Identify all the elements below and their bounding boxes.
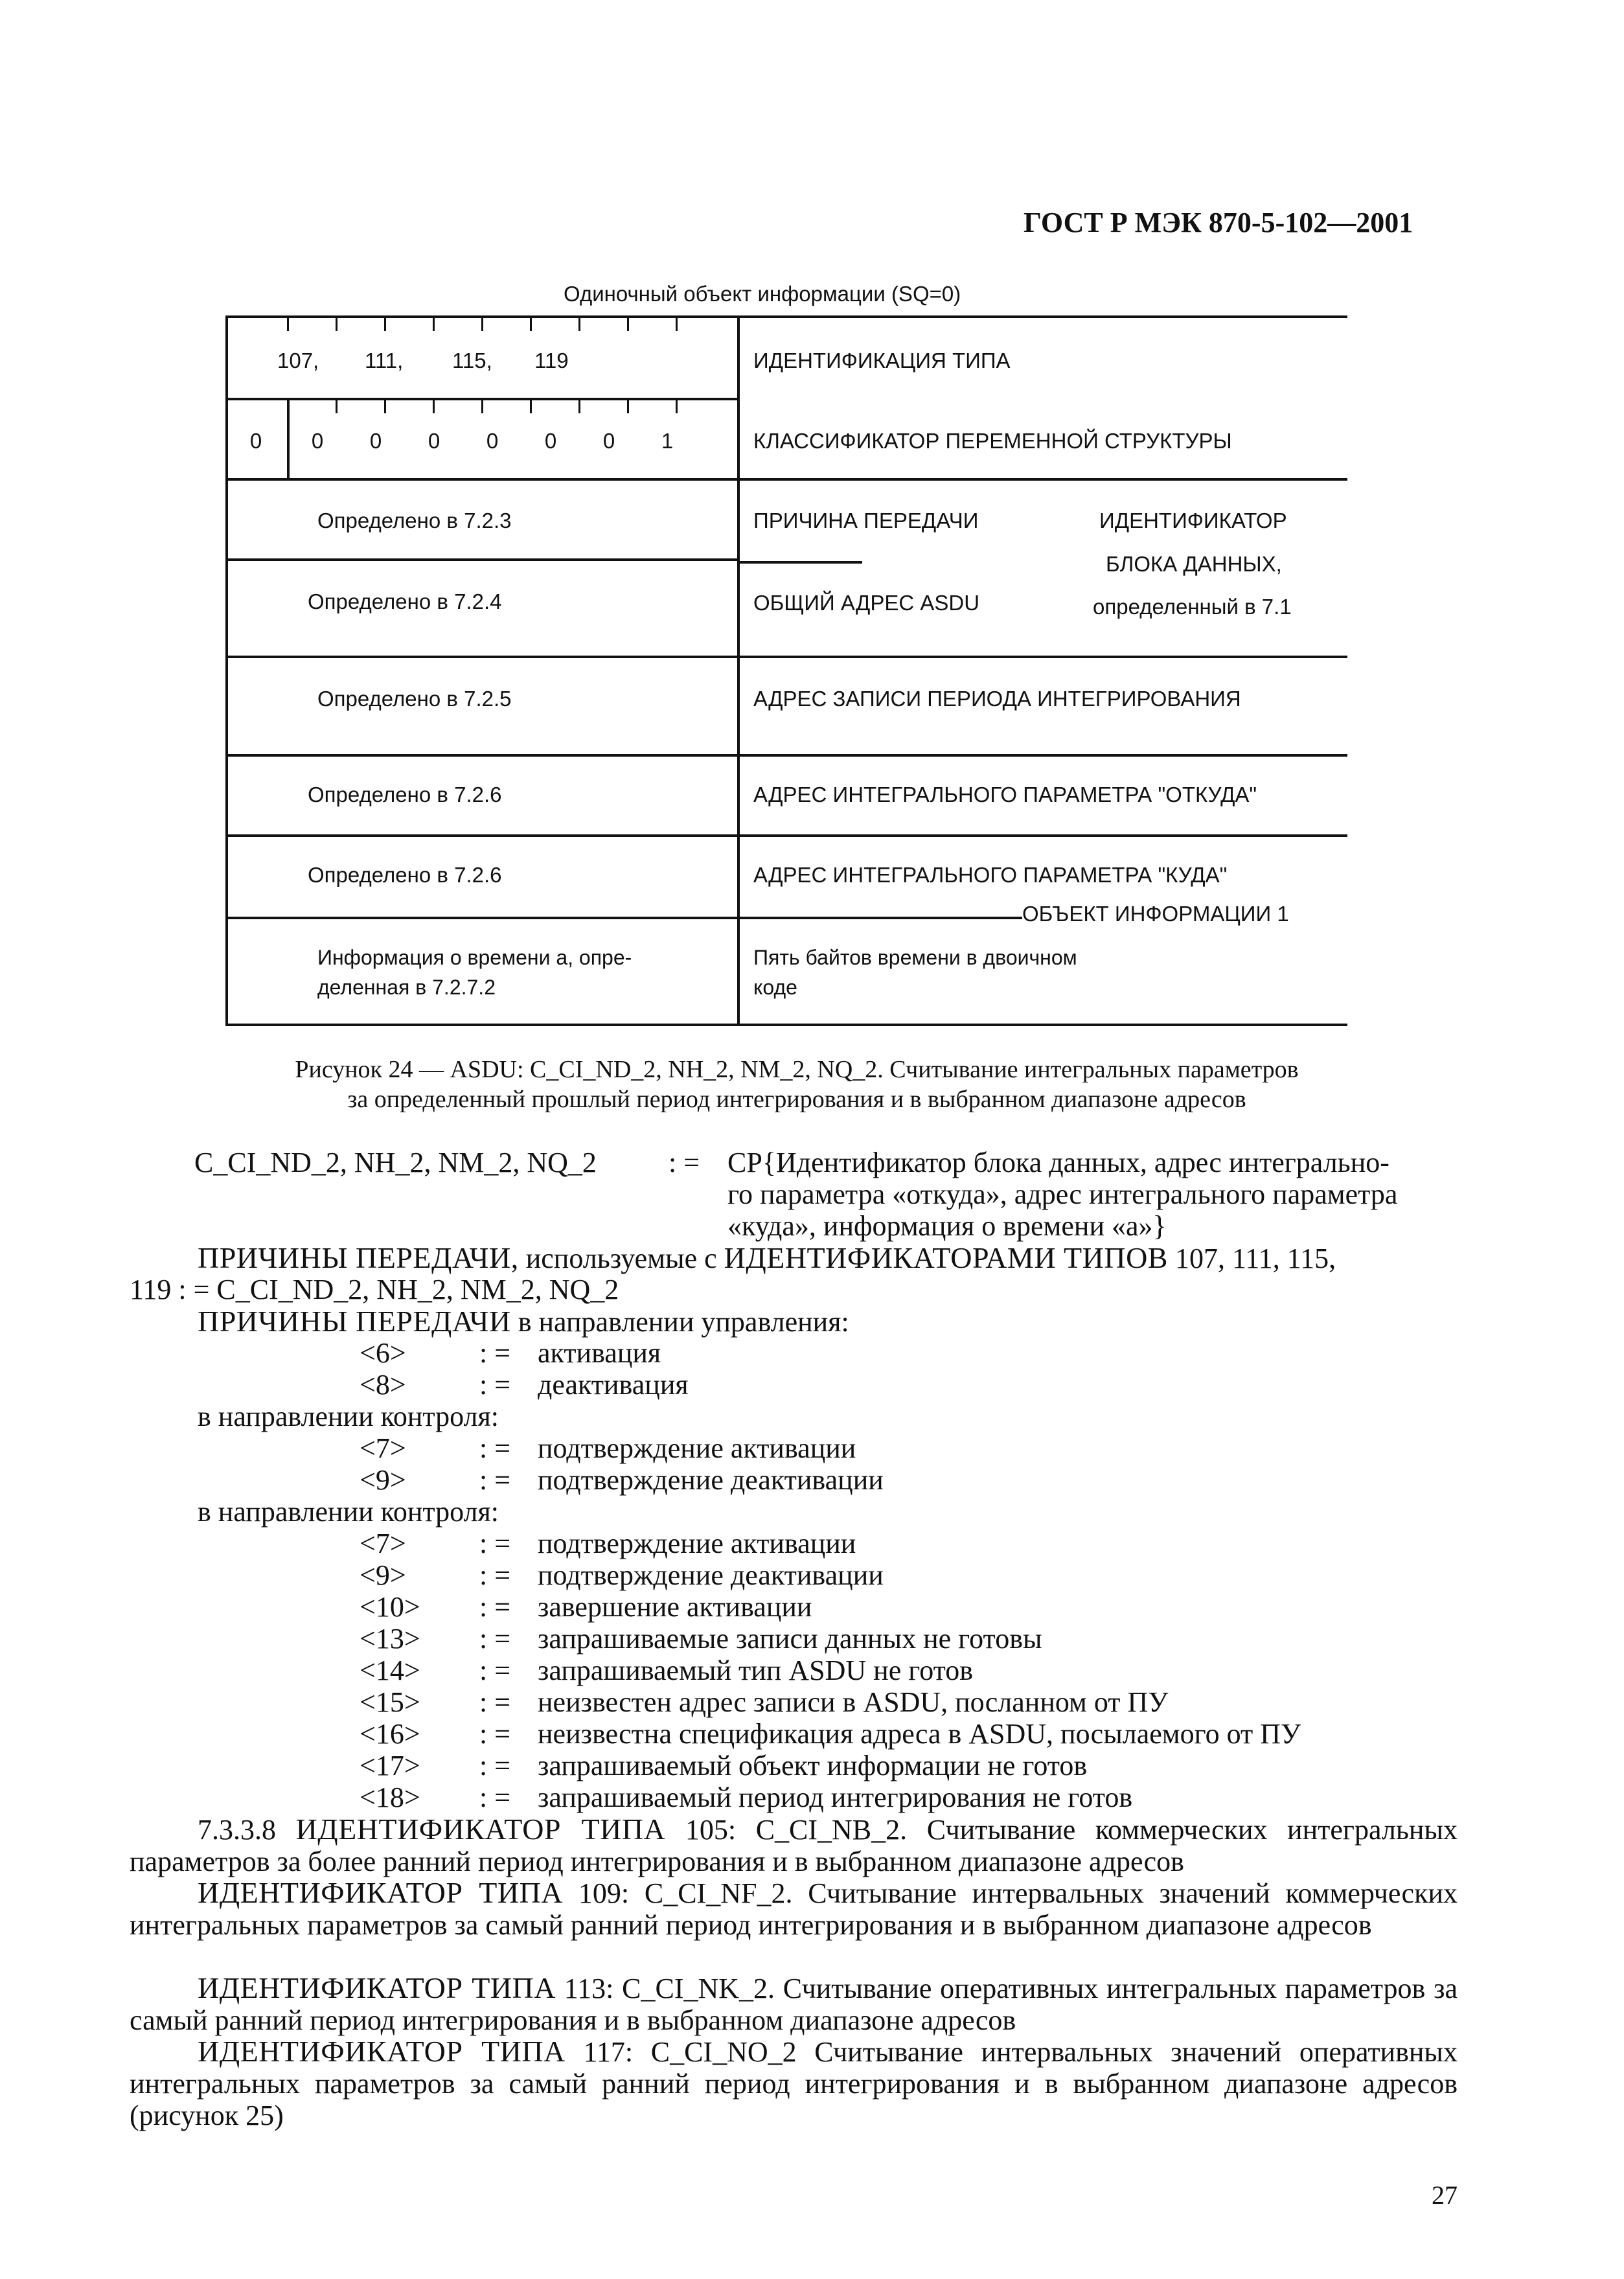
causes-intro-line1 [198, 1242, 1336, 1274]
paragraph-text: 113: C_CI_NK_2. Считывание оперативных интегральных параметров за самый ранний период интегрирования и в выбранном диапазоне адресов [130, 1973, 1458, 2036]
cause-op: : = [479, 1528, 511, 1559]
row-line-5 [225, 656, 1347, 658]
causes-intro-type-list: 107, 111, 115, [1168, 1243, 1336, 1274]
type-id-term: ИДЕНТИФИКАТОР ТИПА [198, 1876, 564, 1909]
cause-code: <18> [360, 1781, 420, 1813]
cause-text: запрашиваемые записи данных не готовы [538, 1623, 1042, 1655]
row-line-2 [225, 398, 738, 400]
dbi-label-line1: ИДЕНТИФИКАТОР [1099, 509, 1287, 533]
cause-text: неизвестна спецификация адреса в ASDU, посылаемого от ПУ [538, 1718, 1301, 1750]
bit-tick [481, 317, 483, 331]
cause-op: : = [479, 1750, 511, 1781]
definition-rhs-line3: «куда», информация о времени «а»} [727, 1210, 1167, 1242]
definition-op: : = [669, 1147, 700, 1178]
type-id-119: 119 [534, 349, 569, 372]
cause-text: деактивация [538, 1369, 689, 1401]
cause-code: <7> [360, 1528, 406, 1559]
vsq-bit: 0 [544, 429, 557, 453]
vsq-bit: 0 [249, 429, 262, 453]
paragraph-text: 105: C_CI_NB_2. Считывание коммерческих интегральных параметров за более ранний период интегрирования и в выбранном диапазоне адресов [130, 1814, 1458, 1877]
bit-tick [433, 399, 435, 413]
cause-op: : = [479, 1655, 511, 1686]
cause-text: подтверждение активации [538, 1528, 856, 1559]
definition-rhs-line1: CP{Идентификатор блока данных, адрес интегрально- [727, 1147, 1390, 1178]
type-id-115: 115, [452, 349, 492, 372]
cause-text: запрашиваемый объект информации не готов [538, 1750, 1088, 1781]
bit-tick [627, 399, 629, 413]
bit-tick [481, 399, 483, 413]
figure-left-border [225, 315, 228, 1026]
figure-caption [162, 1055, 1432, 1114]
vsq-bit-divider [287, 398, 290, 481]
time-info-line1: Информация о времени а, опре- [317, 946, 632, 969]
row-line-6 [225, 754, 1347, 757]
period-address-label: АДРЕС ЗАПИСИ ПЕРИОДА ИНТЕГРИРОВАНИЯ [753, 687, 1241, 711]
type-ids-term: ИДЕНТИФИКАТОРАМИ ТИПОВ [724, 1241, 1168, 1274]
causes-intro-line2: 119 : = C_CI_ND_2, NH_2, NM_2, NQ_2 [130, 1274, 619, 1305]
vsq-bit: 0 [486, 429, 499, 453]
common-address-label: ОБЩИЙ АДРЕС ASDU [753, 591, 980, 615]
bit-tick [627, 317, 629, 331]
page-number: 27 [1432, 2181, 1458, 2210]
bit-tick [578, 317, 580, 331]
figure-divider [737, 315, 740, 1026]
cause-code: <10> [360, 1591, 420, 1623]
from-address-label: АДРЕС ИНТЕГРАЛЬНОГО ПАРАМЕТРА "ОТКУДА" [753, 783, 1257, 807]
row-line-4 [225, 558, 738, 561]
cause-code: <7> [360, 1432, 406, 1464]
cause-text: подтверждение деактивации [538, 1464, 884, 1496]
cause-op: : = [479, 1623, 511, 1655]
cause-code: <15> [360, 1686, 420, 1718]
paragraph-type-109 [130, 1877, 1458, 1941]
cause-separator [737, 561, 862, 564]
cause-text: подтверждение деактивации [538, 1559, 884, 1591]
dbi-label-line3: определенный в 7.1 [1093, 595, 1292, 619]
cause-text: неизвестен адрес записи в ASDU, посланном от ПУ [538, 1686, 1169, 1718]
bit-tick [336, 399, 337, 413]
cause-op: : = [479, 1432, 511, 1464]
cause-code: <9> [360, 1464, 406, 1496]
vsq-bit: 1 [661, 429, 674, 453]
bit-tick [287, 317, 289, 331]
cause-op: : = [479, 1464, 511, 1496]
cot-term: ПРИЧИНЫ ПЕРЕДАЧИ, [198, 1241, 519, 1274]
vsq-bit: 0 [602, 429, 615, 453]
time-info-definition [317, 943, 719, 1002]
cause-text: запрашиваемый тип ASDU не готов [538, 1655, 974, 1686]
type-id-term: ИДЕНТИФИКАТОР ТИПА [295, 1813, 666, 1846]
bit-tick [676, 317, 678, 331]
monitor-heading-2: в направлении контроля: [198, 1496, 499, 1528]
definition-rhs-line2: го параметра «откуда», адрес интегрального параметра [727, 1178, 1398, 1210]
cause-op: : = [479, 1369, 511, 1401]
figure-caption-line1: Рисунок 24 — ASDU: C_CI_ND_2, NH_2, NM_2, NQ_2. Считывание интегральных параметров [295, 1056, 1299, 1083]
cause-code: <8> [360, 1369, 406, 1401]
type-id-term: ИДЕНТИФИКАТОР ТИПА [198, 1971, 556, 2004]
bit-tick [530, 399, 532, 413]
cause-code: <14> [360, 1655, 420, 1686]
paragraph-type-113 [130, 1972, 1458, 2036]
paragraph-text: 109: C_CI_NF_2. Считывание интервальных значений коммерческих интегральных параметров за самый ранний период интегрирования и в выбранном диапазоне адресов [130, 1877, 1458, 1941]
cause-code: <13> [360, 1623, 420, 1655]
paragraph-type-105 [130, 1813, 1458, 1877]
type-identification-label: ИДЕНТИФИКАЦИЯ ТИПА [753, 349, 1011, 372]
information-object-label: ОБЪЕКТ ИНФОРМАЦИИ 1 [1022, 902, 1289, 926]
definition-lhs: C_CI_ND_2, NH_2, NM_2, NQ_2 [194, 1147, 597, 1178]
cause-code: <16> [360, 1718, 420, 1750]
object-separator [737, 917, 1022, 919]
cause-op: : = [479, 1718, 511, 1750]
dbi-label-line2: БЛОКА ДАННЫХ, [1106, 552, 1282, 576]
cause-text: подтверждение активации [538, 1432, 856, 1464]
bit-tick [384, 399, 386, 413]
to-address-label: АДРЕС ИНТЕГРАЛЬНОГО ПАРАМЕТРА "КУДА" [753, 863, 1228, 887]
vsq-bit: 0 [428, 429, 440, 453]
control-direction-text: в направлении управления: [510, 1306, 849, 1338]
row-line-8 [225, 917, 738, 919]
row-line-1 [225, 315, 1347, 318]
bit-tick [578, 399, 580, 413]
time-bytes-line1: Пять байтов времени в двоичном [753, 946, 1077, 969]
cause-text: активация [538, 1337, 661, 1369]
cause-op: : = [479, 1781, 511, 1813]
clause-number: 7.3.3.8 [198, 1814, 296, 1846]
row-line-9 [225, 1024, 1347, 1026]
standard-header: ГОСТ Р МЭК 870-5-102—2001 [1024, 207, 1413, 238]
time-info-line2: деленная в 7.2.7.2 [317, 976, 496, 999]
figure-caption-line2: за определенный прошлый период интегрирования и в выбранном диапазоне адресов [347, 1086, 1246, 1113]
bit-tick [530, 317, 532, 331]
time-bytes-line2: коде [753, 976, 797, 999]
cot-term: ПРИЧИНЫ ПЕРЕДАЧИ [198, 1305, 511, 1338]
type-id-term: ИДЕНТИФИКАТОР ТИПА [198, 2035, 566, 2068]
to-address-definition: Определено в 7.2.6 [308, 863, 502, 887]
causes-intro-text: используемые с [518, 1243, 724, 1274]
common-address-definition: Определено в 7.2.4 [308, 590, 502, 613]
bit-tick [433, 317, 435, 331]
cause-op: : = [479, 1337, 511, 1369]
cause-code: <17> [360, 1750, 420, 1781]
period-address-definition: Определено в 7.2.5 [317, 687, 512, 711]
type-id-111: 111, [365, 349, 404, 372]
vsq-bit: 0 [369, 429, 382, 453]
from-address-definition: Определено в 7.2.6 [308, 783, 502, 807]
cause-text: завершение активации [538, 1591, 812, 1623]
cause-code: <6> [360, 1337, 406, 1369]
cause-op: : = [479, 1559, 511, 1591]
cause-op: : = [479, 1591, 511, 1623]
paragraph-text: 117: C_CI_NO_2 Считывание интервальных значений оперативных интегральных параметров за самый ранний период интегрирования и в выбранном диапазоне адресов (рисунок 25) [130, 2036, 1458, 2131]
row-line-7 [225, 834, 1347, 837]
bit-tick [336, 317, 337, 331]
type-id-107: 107, [277, 349, 319, 372]
cot-label: ПРИЧИНА ПЕРЕДАЧИ [753, 509, 979, 533]
figure-top-caption: Одиночный объект информации (SQ=0) [564, 282, 961, 306]
time-bytes-label [753, 943, 1142, 1002]
vsq-label: КЛАССИФИКАТОР ПЕРЕМЕННОЙ СТРУКТУРЫ [753, 429, 1232, 453]
vsq-bit: 0 [311, 429, 324, 453]
cot-definition: Определено в 7.2.3 [317, 509, 512, 533]
monitor-heading-1: в направлении контроля: [198, 1401, 499, 1432]
paragraph-type-117 [130, 2035, 1458, 2131]
bit-tick [676, 399, 678, 413]
cause-op: : = [479, 1686, 511, 1718]
causes-intro-line3 [198, 1305, 849, 1338]
cause-code: <9> [360, 1559, 406, 1591]
cause-text: запрашиваемый период интегрирования не готов [538, 1781, 1133, 1813]
bit-tick [384, 317, 386, 331]
row-line-3 [225, 478, 1347, 481]
